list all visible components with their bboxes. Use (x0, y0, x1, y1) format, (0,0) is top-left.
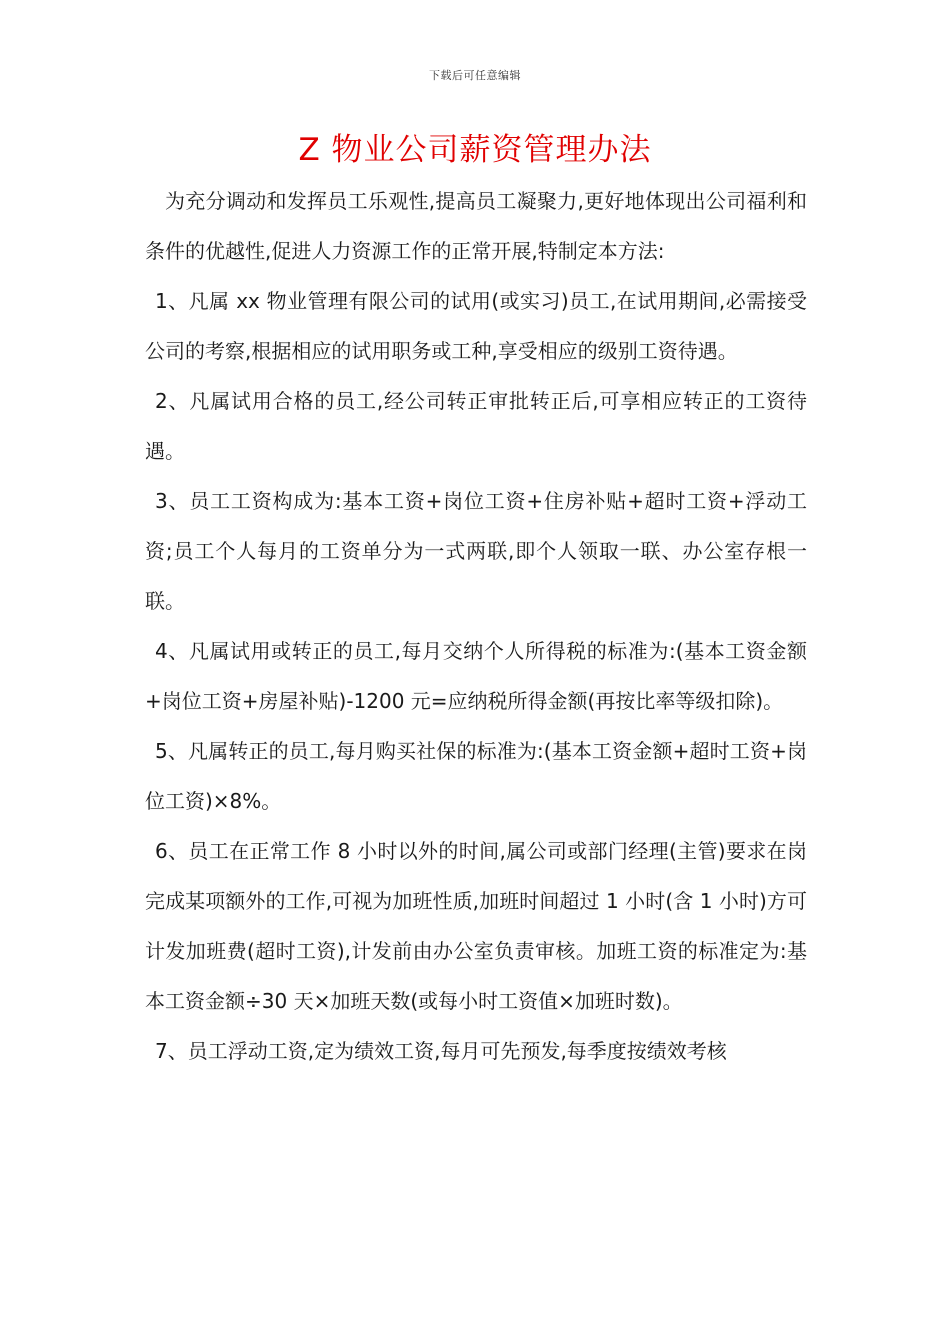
header-note: 下载后可任意编辑 (429, 69, 521, 82)
clause-2: 2、凡属试用合格的员工,经公司转正审批转正后,可享相应转正的工资待遇。 (145, 389, 807, 463)
intro-paragraph: 为充分调动和发挥员工乐观性,提高员工凝聚力,更好地体现出公司福利和条件的优越性,促进人力资源工作的正常开展,特制定本方法: (145, 189, 807, 263)
clause-5: 5、凡属转正的员工,每月购买社保的标准为:(基本工资金额+超时工资+岗位工资)×8%。 (145, 739, 807, 813)
document-body (145, 176, 807, 1076)
clause-7: 7、员工浮动工资,定为绩效工资,每月可先预发,每季度按绩效考核 (155, 1039, 727, 1063)
clause-4: 4、凡属试用或转正的员工,每月交纳个人所得税的标准为:(基本工资金额+岗位工资+房屋补贴)-1200 元=应纳税所得金额(再按比率等级扣除)。 (145, 639, 807, 713)
document-title: Z 物业公司薪资管理办法 (298, 132, 652, 168)
clause-6: 6、员工在正常工作 8 小时以外的时间,属公司或部门经理(主管)要求在岗完成某项额外的工作,可视为加班性质,加班时间超过 1 小时(含 1 小时)方可计发加班费(超时工资),计发前由办公室负责审核。加班工资的标准定为:基本工资金额÷30 天×加班天数(或每小时工资值×加班时数)。 (145, 839, 807, 1013)
clause-1: 1、凡属 xx 物业管理有限公司的试用(或实习)员工,在试用期间,必需接受公司的考察,根据相应的试用职务或工种,享受相应的级别工资待遇。 (145, 289, 807, 363)
clause-3: 3、员工工资构成为:基本工资+岗位工资+住房补贴+超时工资+浮动工资;员工个人每月的工资单分为一式两联,即个人领取一联、办公室存根一联。 (145, 489, 807, 613)
